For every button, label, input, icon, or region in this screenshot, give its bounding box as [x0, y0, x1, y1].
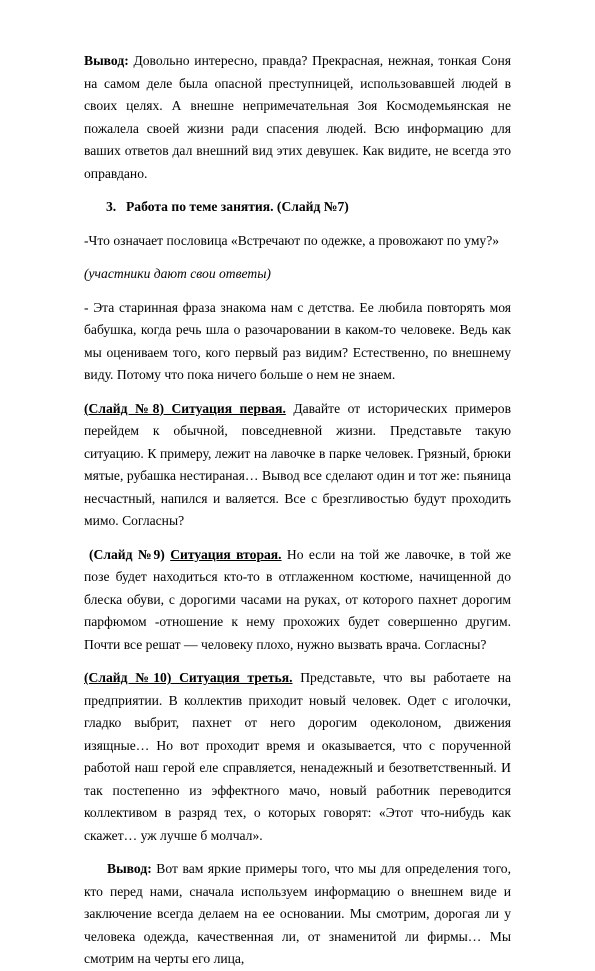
conclusion-paragraph-1: [84, 50, 511, 185]
explanation-paragraph: - Эта старинная фраза знакома нам с детства. Ее любила повторять моя бабушка, когда речь шла о разочаровании в каком-то человеке. Ведь как мы оцениваем того, кого первый раз видим? Естественно, по внешнему виду. Потому что пока ничего больше о нем не знаем.: [84, 299, 511, 382]
conclusion-label: Вывод:: [84, 53, 129, 68]
situation-two-text: Но если на той же лавочке, в той же позе будет находиться кто-то в отглаженном костюме, начищенной до блеска обуви, с дорогими часами на руках, от которого пахнет дорогим парфюмом -отношение к нему прохожих будет совершенно другим. Почти все решат — человеку плохо, нужно вызвать врача. Согласны?: [84, 546, 512, 652]
participants-note: (участники дают свои ответы): [84, 266, 271, 281]
conclusion-2-label: Вывод:: [107, 861, 152, 876]
situation-three-text: Представьте, что вы работаете на предприятии. В коллектив приходит новый человек. Одет с иголочки, гладко выбрит, пахнет от него дорогим одеколоном, движения изящные… Но вот проходит время и оказывается, что с порученной работой наш герой еле справляется, ненадежный и безответственный. И так постепенно из эффектного мачо, новый работник переводится коллективом в разряд тех, о которых говорят: «Этот что-нибудь как скажет… уж лучше б молчал».: [84, 670, 512, 843]
situation-three-label: (Слайд №10) Ситуация третья.: [84, 670, 293, 685]
situation-one-label: (Слайд №8) Ситуация первая.: [84, 400, 286, 416]
conclusion-2-text: Вот вам яркие примеры того, что мы для определения того, кто перед нами, сначала используем информацию о внешнем виде и заключение всегда делаем на ее основании. Мы смотрим, дорогая ли у человека одежда, качественная ли, от знаменитой ли фирмы… Мы смотрим на черты его лица,: [84, 861, 511, 966]
situation-one-paragraph: [84, 398, 511, 533]
section-number: 3.: [106, 199, 117, 214]
proverb-question: -Что означает пословица «Встречают по одежке, а провожают по уму?»: [84, 232, 500, 248]
situation-two-paragraph: [84, 544, 511, 657]
situation-one-text: Давайте от исторических примеров перейдем к обычной, повседневной жизни. Представьте такую ситуацию. К примеру, лежит на лавочке в парке человек. Грязный, брюки мятые, рубашка нестираная… Вывод все сделают один и тот же: пьяница несчастный, напился и валяется. Все с брезгливостью будут проходить мимо. Согласны?: [84, 400, 511, 528]
section-heading: [84, 196, 511, 219]
situation-two-label: Ситуация вторая.: [170, 546, 282, 562]
section-title: Работа по теме занятия. (Слайд №7): [126, 199, 349, 214]
conclusion-paragraph-2: [84, 858, 511, 971]
document-page: [84, 50, 511, 971]
conclusion-text: Довольно интересно, правда? Прекрасная, нежная, тонкая Соня на самом деле была опасной преступницей, использовавшей людей в своих целях. А внешне непримечательная Зоя Космодемьянская не пожалела своей жизни ради спасения людей. Всю информацию для ваших ответов дал внешний вид этих девушек. Как видите, не всегда это оправдано.: [84, 53, 511, 181]
situation-three-paragraph: [84, 667, 511, 847]
situation-two-slide-label: (Слайд №9): [89, 546, 165, 562]
